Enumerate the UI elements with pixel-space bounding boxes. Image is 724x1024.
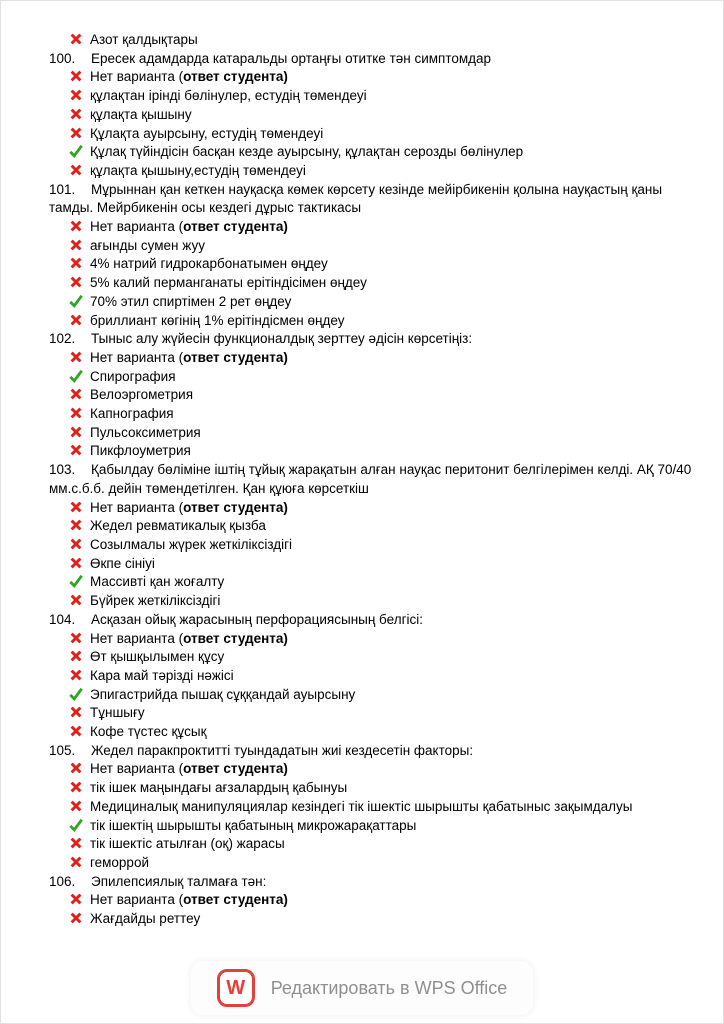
wrong-x-icon	[69, 32, 83, 46]
answer-option	[49, 499, 695, 518]
wrong-x-icon	[69, 780, 83, 794]
answer-option	[49, 760, 695, 779]
correct-check-icon	[69, 294, 83, 308]
question-number: 105.	[49, 742, 76, 758]
question-text: Ересек адамдарда катаральды ортаңғы отитке тән симптомдар	[91, 50, 492, 66]
question	[49, 50, 695, 69]
wrong-x-icon	[69, 593, 83, 607]
option-text: Жағдайды реттеу	[90, 911, 201, 927]
option-text: геморрой	[90, 854, 149, 870]
answer-option	[49, 648, 695, 667]
option-text-bold: ответ студента)	[183, 499, 288, 515]
question	[49, 742, 695, 761]
question-number: 100.	[49, 50, 76, 66]
wrong-x-icon	[69, 836, 83, 850]
answer-option	[49, 704, 695, 723]
option-text: Азот қалдықтары	[90, 32, 198, 47]
option-text: Кара май тәрізді нәжісі	[90, 667, 234, 683]
question-number: 106.	[49, 873, 76, 889]
option-text: Құлақта ауырсыну, естудің төмендеуі	[90, 125, 324, 141]
option-text: Нет варианта (	[90, 69, 184, 85]
answer-option	[49, 573, 695, 592]
option-text: Спирография	[90, 368, 176, 384]
question-text: Жедел паракпроктитті туындадатын жиі кездесетін факторы:	[91, 742, 474, 758]
wrong-x-icon	[69, 88, 83, 102]
option-text: Нет варианта (	[90, 761, 184, 777]
option-text: Нет варианта (	[90, 219, 184, 235]
option-text: Медициналық манипуляциялар кезіндегі тік ішектіс шырышты қабатыныс зақымдалуы	[90, 798, 633, 814]
option-text: Велоэргометрия	[90, 387, 194, 403]
option-text: Кофе түстес құсық	[90, 724, 207, 740]
answer-option	[49, 386, 695, 405]
option-text-bold: ответ студента)	[183, 892, 288, 908]
question-number: 104.	[49, 611, 76, 627]
option-text: құлақта қышыну	[90, 106, 192, 122]
answer-option	[49, 405, 695, 424]
option-text: тік ішектің шырышты қабатының микрожарақаттары	[90, 817, 417, 833]
option-text: Массивті қан жоғалту	[90, 574, 225, 590]
wrong-x-icon	[69, 238, 83, 252]
wrong-x-icon	[69, 500, 83, 514]
wrong-x-icon	[69, 556, 83, 570]
wps-footer-bar	[1, 953, 723, 1023]
question	[49, 461, 695, 498]
answer-option	[49, 312, 695, 331]
option-text: тік ішек маңындағы ағзалардың қабынуы	[90, 780, 348, 796]
wrong-x-icon	[69, 724, 83, 738]
correct-check-icon	[69, 574, 83, 588]
answer-option	[49, 274, 695, 293]
answer-option	[49, 630, 695, 649]
answer-option	[49, 349, 695, 368]
wrong-x-icon	[69, 313, 83, 327]
question-text: Қабылдау бөліміне іштің тұйық жарақатын алған науқас перитонит белгілерімен келді. АҚ 70/40 мм.с.б.б. дейін төмендетілген. Қан құюға көрсеткіш	[49, 462, 692, 496]
option-text: Эпигастрийда пышақ сұққандай ауырсыну	[90, 686, 356, 702]
option-text: Құлақ түйіндісін басқан кезде ауырсыну, құлақтан серозды бөлінулер	[90, 144, 524, 160]
correct-check-icon	[69, 687, 83, 701]
correct-check-icon	[69, 369, 83, 383]
option-text: тік ішектіс атылған (оқ) жарасы	[90, 836, 285, 852]
option-text-bold: ответ студента)	[183, 630, 288, 646]
option-text-bold: ответ студента)	[183, 761, 288, 777]
option-text: Нет варианта (	[90, 892, 184, 908]
option-text: Нет варианта (	[90, 630, 184, 646]
option-text: Өт қышқылымен құсу	[90, 649, 225, 665]
question-text: Эпилепсиялық талмаға тән:	[91, 873, 267, 889]
answer-option	[49, 817, 695, 836]
wrong-x-icon	[69, 163, 83, 177]
wrong-x-icon	[69, 649, 83, 663]
answer-option	[49, 891, 695, 910]
option-text: Өкпе сініуі	[90, 555, 155, 571]
option-text-bold: ответ студента)	[183, 349, 288, 365]
answer-option	[49, 854, 695, 873]
answer-option	[49, 424, 695, 443]
option-text: Созылмалы жүрек жеткіліксіздігі	[90, 536, 293, 552]
answer-option	[49, 555, 695, 574]
wrong-x-icon	[69, 107, 83, 121]
wrong-x-icon	[69, 518, 83, 532]
wrong-x-icon	[69, 406, 83, 420]
option-text: Нет варианта (	[90, 349, 184, 365]
wrong-x-icon	[69, 761, 83, 775]
option-text: 70% этил спиртімен 2 рет өңдеу	[90, 293, 292, 309]
answer-option	[49, 835, 695, 854]
option-text: 5% калий перманганаты ерітіндісімен өңдеу	[90, 275, 367, 291]
option-text-bold: ответ студента)	[183, 219, 288, 235]
answer-option	[49, 442, 695, 461]
answer-option	[49, 237, 695, 256]
answer-option	[49, 31, 695, 50]
answer-option	[49, 779, 695, 798]
answer-option	[49, 517, 695, 536]
wrong-x-icon	[69, 256, 83, 270]
wrong-x-icon	[69, 69, 83, 83]
edit-in-wps-label: Редактировать в WPS Office	[270, 977, 508, 998]
answer-option	[49, 125, 695, 144]
correct-check-icon	[69, 144, 83, 158]
answer-option	[49, 686, 695, 705]
wrong-x-icon	[69, 443, 83, 457]
option-text: Пульсоксиметрия	[90, 424, 201, 440]
wrong-x-icon	[69, 275, 83, 289]
wrong-x-icon	[69, 911, 83, 925]
option-text: Жедел ревматикалық қызба	[90, 518, 266, 534]
question	[49, 873, 695, 892]
answer-option	[49, 910, 695, 929]
question-number: 103.	[49, 462, 76, 478]
answer-option	[49, 293, 695, 312]
wrong-x-icon	[69, 892, 83, 906]
wrong-x-icon	[69, 425, 83, 439]
option-text: 4% натрий гидрокарбонатымен өңдеу	[90, 256, 328, 272]
option-text: Бүйрек жеткіліксіздігі	[90, 593, 221, 609]
document-content	[1, 1, 723, 929]
wrong-x-icon	[69, 631, 83, 645]
answer-option	[49, 106, 695, 125]
answer-option	[49, 162, 695, 181]
question-number: 102.	[49, 331, 76, 347]
correct-check-icon	[69, 818, 83, 832]
wrong-x-icon	[69, 668, 83, 682]
answer-option	[49, 68, 695, 87]
wrong-x-icon	[69, 799, 83, 813]
question-text: Тыныс алу жүйесін функционалдық зерттеу әдісін көрсетіңіз:	[91, 331, 473, 347]
option-text-bold: ответ студента)	[183, 69, 288, 85]
wrong-x-icon	[69, 537, 83, 551]
question	[49, 181, 695, 218]
answer-option	[49, 536, 695, 555]
option-text: құлақтан ірінді бөлінулер, естудің төмендеуі	[90, 88, 367, 104]
answer-option	[49, 87, 695, 106]
question-number: 101.	[49, 181, 76, 197]
wrong-x-icon	[69, 705, 83, 719]
answer-option	[49, 798, 695, 817]
question-text: Асқазан ойық жарасының перфорациясының белгісі:	[91, 611, 424, 627]
option-text: Капнография	[90, 406, 174, 422]
answer-option	[49, 723, 695, 742]
answer-option	[49, 255, 695, 274]
answer-option	[49, 143, 695, 162]
question	[49, 330, 695, 349]
answer-option	[49, 218, 695, 237]
option-text: құлақта қышыну,естудің төмендеуі	[90, 162, 306, 178]
wrong-x-icon	[69, 350, 83, 364]
wps-logo-icon: W	[217, 969, 255, 1007]
edit-in-wps-button[interactable]	[191, 961, 534, 1015]
wrong-x-icon	[69, 387, 83, 401]
question-text: Мұрыннан қан кеткен науқасқа көмек көрсету кезінде мейірбикенін қолына науқастың қаны тамды. Мейрбикенін осы кездегі дұрыс тактикасы	[49, 181, 663, 216]
wrong-x-icon	[69, 126, 83, 140]
option-text: бриллиант көгінің 1% ерітіндісмен өңдеу	[90, 312, 345, 328]
wrong-x-icon	[69, 855, 83, 869]
question	[49, 611, 695, 630]
answer-option	[49, 592, 695, 611]
option-text: Нет варианта (	[90, 499, 184, 515]
option-text: Тұншығу	[90, 705, 145, 721]
option-text: Пикфлоуметрия	[90, 443, 191, 459]
wrong-x-icon	[69, 219, 83, 233]
answer-option	[49, 368, 695, 387]
option-text: ағынды сумен жуу	[90, 237, 205, 253]
answer-option	[49, 667, 695, 686]
